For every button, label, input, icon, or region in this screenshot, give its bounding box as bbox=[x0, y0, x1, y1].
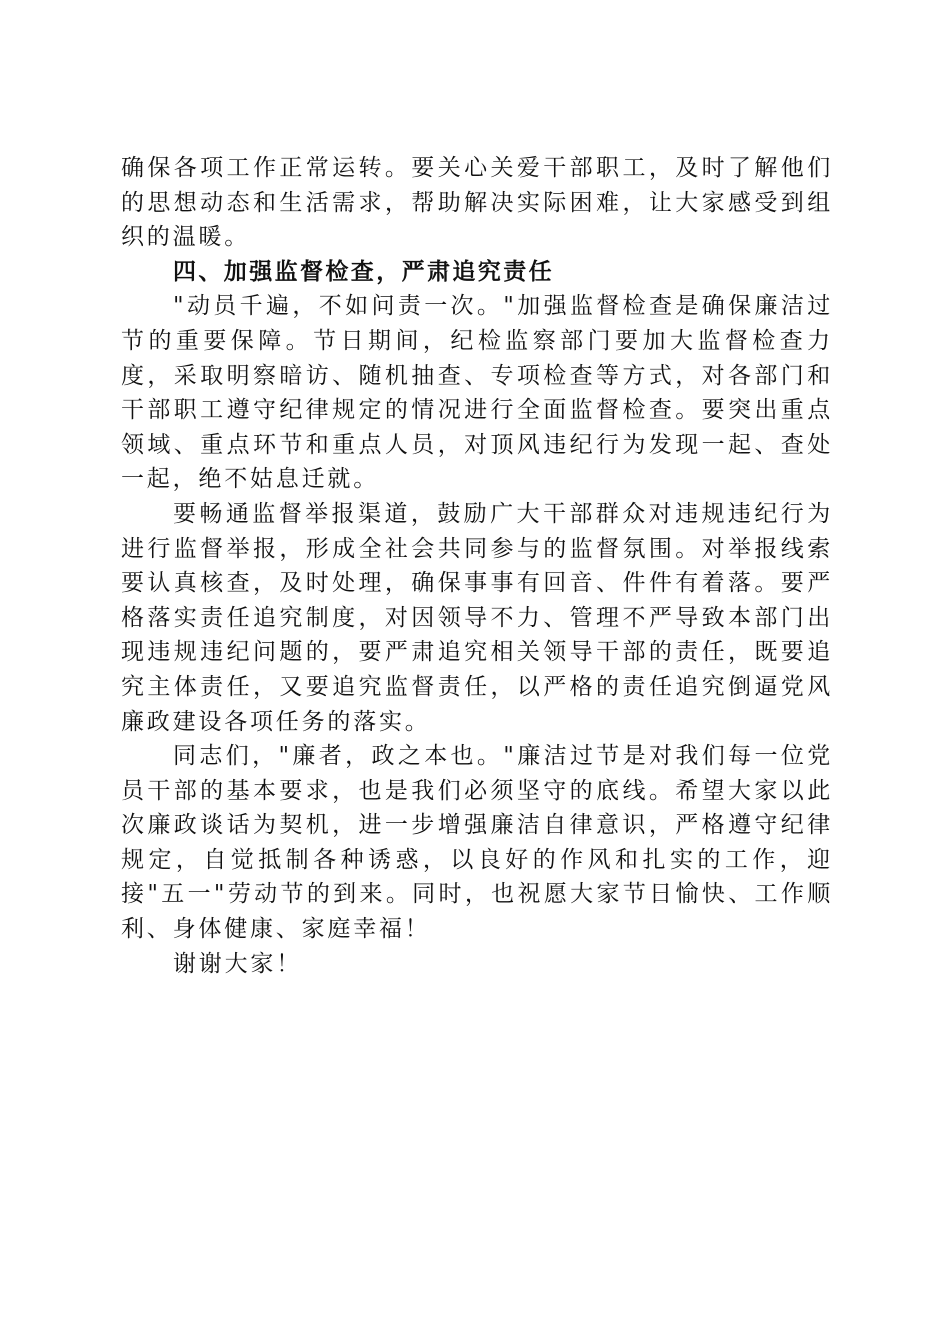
paragraph: 要畅通监督举报渠道，鼓励广大干部群众对违规违纪行为进行监督举报，形成全社会共同参与的监督氛围。对举报线索要认真核查，及时处理，确保事事有回音、件件有着落。要严格落实责任追究制度，对因领导不力、管理不严导致本部门出现违规违纪问题的，要严肃追究相关领导干部的责任，既要追究主体责任，又要追究监督责任，以严格的责任追究倒逼党风廉政建设各项任务的落实。 bbox=[121, 500, 833, 735]
section-heading: 四、加强监督检查，严肃追究责任 bbox=[173, 258, 554, 285]
document-body bbox=[121, 151, 833, 981]
paragraph: "动员千遍，不如问责一次。"加强监督检查是确保廉洁过节的重要保障。节日期间，纪检监察部门要加大监督检查力度，采取明察暗访、随机抽查、专项检查等方式，对各部门和干部职工遵守纪律规定的情况进行全面监督检查。要突出重点领域、重点环节和重点人员，对顶风违纪行为发现一起、查处一起，绝不姑息迁就。 bbox=[121, 293, 833, 493]
paragraph: 同志们，"廉者，政之本也。"廉洁过节是对我们每一位党员干部的基本要求，也是我们必须坚守的底线。希望大家以此次廉政谈话为契机，进一步增强廉洁自律意识，严格遵守纪律规定，自觉抵制各种诱惑，以良好的作风和扎实的工作，迎接"五一"劳动节的到来。同时，也祝愿大家节日愉快、工作顺利、身体健康、家庭幸福！ bbox=[121, 743, 833, 943]
paragraph-continuation: 确保各项工作正常运转。要关心关爱干部职工，及时了解他们的思想动态和生活需求，帮助解决实际困难，让大家感受到组织的温暖。 bbox=[121, 155, 833, 251]
closing-line: 谢谢大家！ bbox=[173, 950, 302, 977]
